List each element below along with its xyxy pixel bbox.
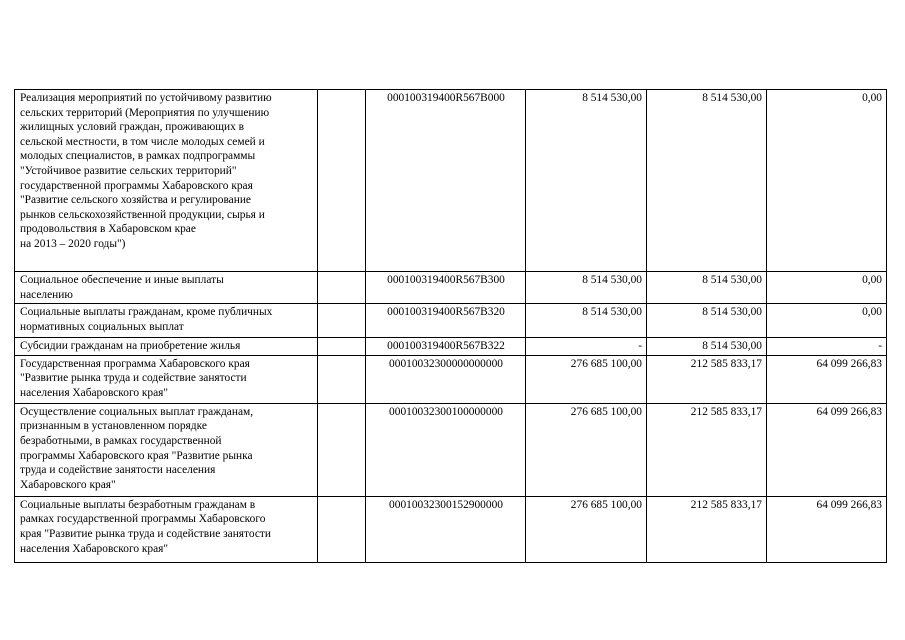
row-executed: 8 514 530,00 <box>647 272 767 304</box>
row-remainder: 64 099 266,83 <box>767 403 887 496</box>
row-plan: 8 514 530,00 <box>526 304 647 338</box>
row-code: 00010032300152900000 <box>366 496 526 562</box>
row-code: 000100319400R567B000 <box>366 90 526 272</box>
row-code: 00010032300100000000 <box>366 403 526 496</box>
row-plan: - <box>526 338 647 356</box>
row-name: Социальные выплаты безработным гражданам в рамках государственной программы Хабаровского края "Развитие рынка труда и содействие занятости населения Хабаровского края" <box>15 496 318 562</box>
empty-cell <box>318 90 366 272</box>
empty-cell <box>318 496 366 562</box>
row-code: 000100319400R567B322 <box>366 338 526 356</box>
row-executed: 212 585 833,17 <box>647 496 767 562</box>
row-name: Государственная программа Хабаровского края "Развитие рынка труда и содействие занятости населения Хабаровского края" <box>15 355 318 403</box>
empty-cell <box>318 304 366 338</box>
budget-execution-table <box>14 89 887 563</box>
row-name: Социальные выплаты гражданам, кроме публичных нормативных социальных выплат <box>15 304 318 338</box>
row-executed: 212 585 833,17 <box>647 355 767 403</box>
row-plan: 8 514 530,00 <box>526 90 647 272</box>
row-plan: 276 685 100,00 <box>526 496 647 562</box>
empty-cell <box>318 338 366 356</box>
row-name: Субсидии гражданам на приобретение жилья <box>15 338 318 356</box>
row-remainder: 0,00 <box>767 304 887 338</box>
table-row <box>15 403 887 496</box>
row-executed: 8 514 530,00 <box>647 338 767 356</box>
row-remainder: 64 099 266,83 <box>767 496 887 562</box>
row-code: 000100319400R567B300 <box>366 272 526 304</box>
row-name: Социальное обеспечение и иные выплаты населению <box>15 272 318 304</box>
row-remainder: 0,00 <box>767 272 887 304</box>
table-row <box>15 338 887 356</box>
empty-cell <box>318 403 366 496</box>
row-name: Реализация мероприятий по устойчивому развитию сельских территорий (Мероприятия по улучшению жилищных условий граждан, проживающих в сельской местности, в том числе молодых семей и молодых специалистов, в рамках подпрограммы "Устойчивое развитие сельских территорий" государственной программы Хабаровского края "Развитие сельского хозяйства и регулирование рынков сельскохозяйственной продукции, сырья и продовольствия в Хабаровском крае на 2013 – 2020 годы") <box>15 90 318 272</box>
row-remainder: 0,00 <box>767 90 887 272</box>
row-code: 00010032300000000000 <box>366 355 526 403</box>
row-remainder: - <box>767 338 887 356</box>
table-row <box>15 272 887 304</box>
row-executed: 212 585 833,17 <box>647 403 767 496</box>
row-executed: 8 514 530,00 <box>647 90 767 272</box>
row-plan: 8 514 530,00 <box>526 272 647 304</box>
empty-cell <box>318 355 366 403</box>
table-row <box>15 355 887 403</box>
row-remainder: 64 099 266,83 <box>767 355 887 403</box>
row-name: Осуществление социальных выплат гражданам, признанным в установленном порядке безработными, в рамках государственной программы Хабаровского края "Развитие рынка труда и содействие занятости населения Хабаровского края" <box>15 403 318 496</box>
table-row <box>15 304 887 338</box>
row-plan: 276 685 100,00 <box>526 355 647 403</box>
row-plan: 276 685 100,00 <box>526 403 647 496</box>
table-row <box>15 496 887 562</box>
table-row <box>15 90 887 272</box>
row-executed: 8 514 530,00 <box>647 304 767 338</box>
empty-cell <box>318 272 366 304</box>
row-code: 000100319400R567B320 <box>366 304 526 338</box>
